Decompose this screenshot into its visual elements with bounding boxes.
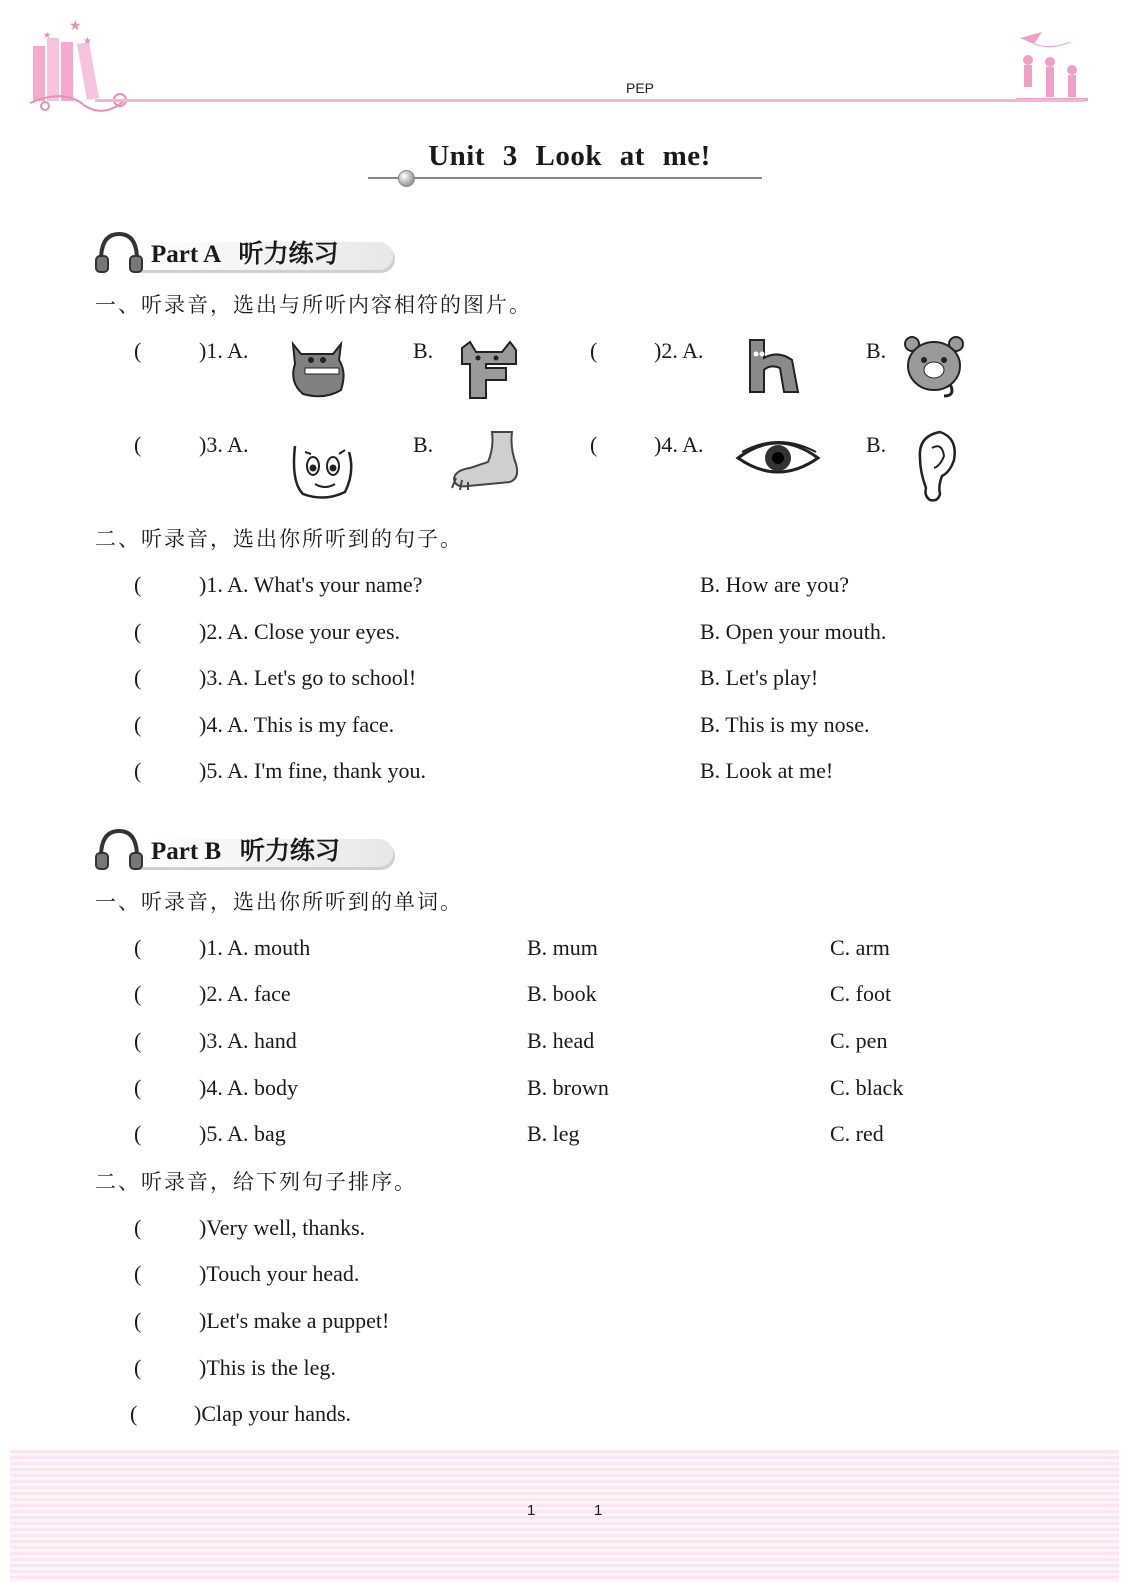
sentence-option-a: )4. A. This is my face.	[199, 712, 395, 737]
answer-paren: (	[134, 1215, 142, 1240]
word-option-b: B. brown	[527, 1075, 609, 1100]
headphones-icon	[93, 825, 145, 873]
answer-paren: (	[134, 758, 142, 783]
answer-paren: (	[130, 1401, 138, 1426]
answer-paren: (	[134, 1075, 142, 1100]
answer-paren: (	[134, 1028, 142, 1053]
sentence-option-b: B. Open your mouth.	[700, 619, 887, 644]
word-option-a: )3. A. hand	[199, 1028, 297, 1053]
ear-icon	[910, 428, 960, 504]
svg-text:★: ★	[69, 19, 82, 34]
word-option-b: B. mum	[527, 935, 598, 960]
word-option-a: )4. A. body	[199, 1075, 298, 1100]
order-sentence: )Touch your head.	[199, 1261, 360, 1286]
answer-paren: (	[134, 935, 142, 960]
page-number-right: 1	[594, 1502, 603, 1519]
part-a-section2-title: 二、听录音，选出你所听到的句子。	[95, 527, 463, 551]
part-b-heading	[93, 825, 403, 873]
order-sentence: )Clap your hands.	[194, 1401, 352, 1426]
word-option-a: )5. A. bag	[199, 1121, 286, 1146]
order-sentence: )This is the leg.	[199, 1355, 336, 1380]
sentence-option-b: B. How are you?	[700, 572, 850, 597]
word-option-a: )2. A. face	[199, 981, 291, 1006]
answer-paren: (	[134, 1261, 142, 1286]
answer-paren: (	[134, 712, 142, 737]
sentence-option-a: )2. A. Close your eyes.	[199, 619, 401, 644]
word-option-c: C. black	[830, 1075, 904, 1100]
header-label: PEP	[626, 80, 655, 96]
answer-paren: (	[134, 432, 142, 457]
title-underline	[368, 177, 762, 179]
answer-paren: (	[134, 1121, 142, 1146]
part-a-section1-title: 一、听录音，选出与所听内容相符的图片。	[95, 293, 532, 317]
footer-band	[10, 1450, 1119, 1582]
sentence-option-b: B. Look at me!	[700, 758, 834, 783]
books-decoration	[25, 18, 135, 118]
answer-paren: (	[134, 981, 142, 1006]
answer-paren: (	[134, 572, 142, 597]
sentence-option-b: B. This is my nose.	[700, 712, 870, 737]
letter-f-monster-icon	[456, 338, 526, 402]
header-rule	[95, 99, 1085, 102]
face-icon	[285, 432, 357, 500]
pic-question-3: )3. A.	[199, 432, 249, 457]
word-option-c: C. arm	[830, 935, 890, 960]
word-option-c: C. pen	[830, 1028, 888, 1053]
answer-paren: (	[134, 619, 142, 644]
word-option-b: B. leg	[527, 1121, 580, 1146]
word-option-b: B. book	[527, 981, 597, 1006]
part-a-title: Part A 听力练习	[151, 241, 339, 268]
svg-text:★: ★	[83, 36, 92, 47]
order-sentence: )Let's make a puppet!	[199, 1308, 390, 1333]
sentence-option-a: )3. A. Let's go to school!	[199, 665, 417, 690]
pic-q2-b-label: B.	[866, 338, 887, 363]
part-b-title: Part B 听力练习	[151, 838, 340, 865]
svg-text:★: ★	[43, 30, 52, 40]
sentence-option-a: )5. A. I'm fine, thank you.	[199, 758, 426, 783]
letter-e-monster-icon	[285, 338, 350, 402]
pic-question-1: )1. A.	[199, 338, 249, 363]
answer-paren: (	[590, 338, 598, 363]
title-bullet	[398, 170, 415, 187]
headphones-icon	[93, 228, 145, 276]
order-sentence: )Very well, thanks.	[199, 1215, 366, 1240]
page-number-left: 1	[527, 1502, 536, 1519]
eye-icon	[734, 434, 822, 480]
pic-q3-b-label: B.	[413, 432, 434, 457]
pic-question-2: )2. A.	[654, 338, 704, 363]
sentence-option-b: B. Let's play!	[700, 665, 819, 690]
children-kite-decoration	[1012, 30, 1092, 105]
letter-g-bear-icon	[900, 334, 968, 400]
word-option-c: C. foot	[830, 981, 892, 1006]
answer-paren: (	[134, 338, 142, 363]
part-b-section2-title: 二、听录音，给下列句子排序。	[95, 1170, 417, 1194]
pic-q1-b-label: B.	[413, 338, 434, 363]
answer-paren: (	[134, 1355, 142, 1380]
part-b-section1-title: 一、听录音，选出你所听到的单词。	[95, 890, 463, 914]
word-option-b: B. head	[527, 1028, 595, 1053]
answer-paren: (	[134, 1308, 142, 1333]
word-option-a: )1. A. mouth	[199, 935, 311, 960]
foot-icon	[448, 428, 523, 496]
word-option-c: C. red	[830, 1121, 884, 1146]
letter-h-monster-icon	[742, 334, 806, 398]
part-a-heading	[93, 228, 403, 276]
answer-paren: (	[590, 432, 598, 457]
sentence-option-a: )1. A. What's your name?	[199, 572, 423, 597]
pic-q4-b-label: B.	[866, 432, 887, 457]
answer-paren: (	[134, 665, 142, 690]
pic-question-4: )4. A.	[654, 432, 704, 457]
page-title: Unit 3 Look at me!	[428, 140, 711, 172]
